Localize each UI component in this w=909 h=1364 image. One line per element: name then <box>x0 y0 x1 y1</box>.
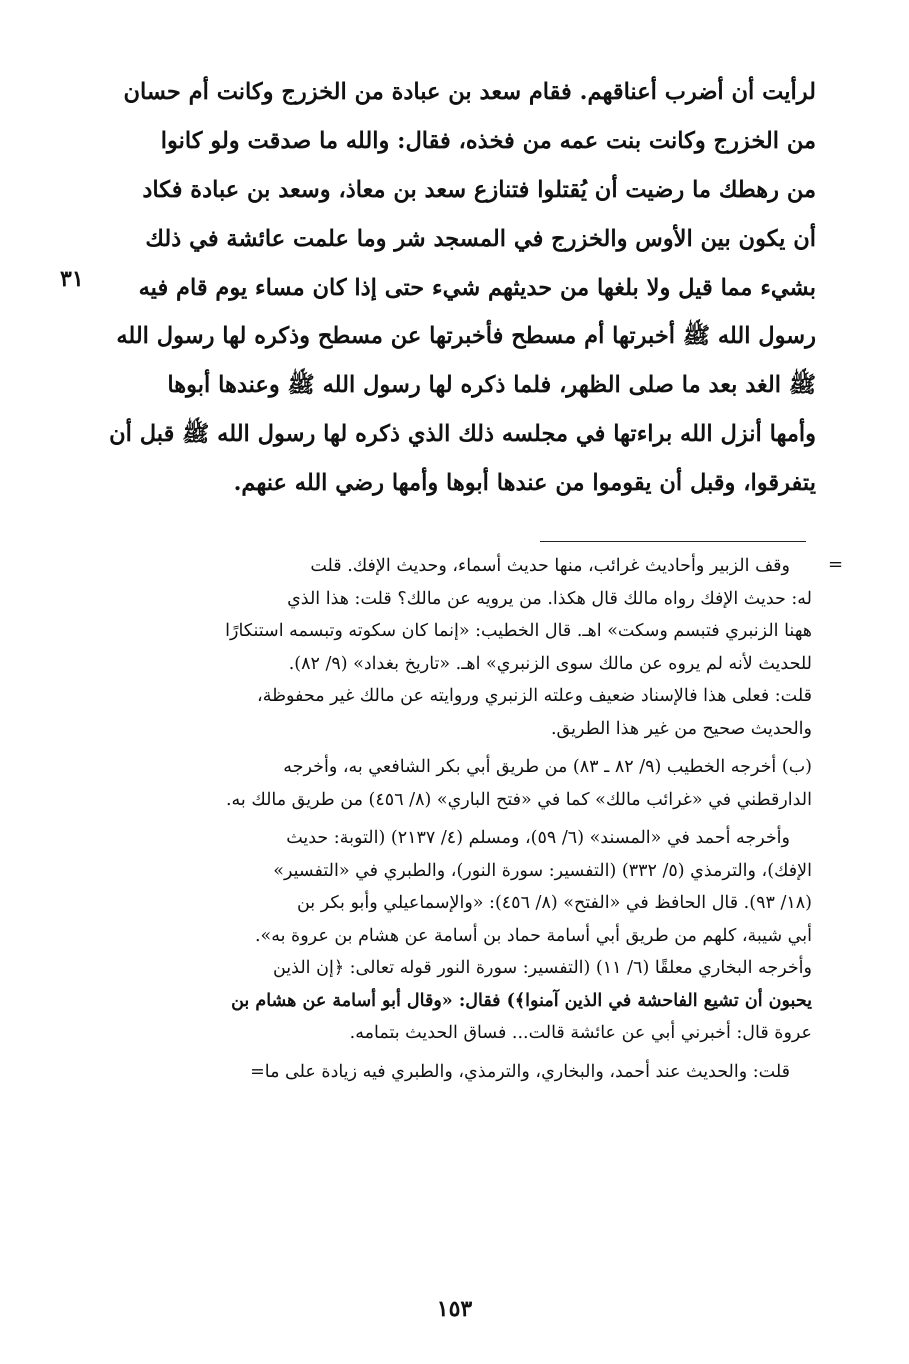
hadith-margin-number: ٣١ <box>60 266 84 292</box>
footnote-line: الإفك)، والترمذي (٥/ ٣٣٢) (التفسير: سورة النور)، والطبري في «التفسير» <box>273 860 812 881</box>
main-text-line: لرأيت أن أضرب أعناقهم. فقام سعد بن عبادة من الخزرج وكانت أم حسان <box>123 79 816 105</box>
footnote-paragraph <box>104 822 812 1050</box>
footnote-line: وقف الزبير وأحاديث غرائب، منها حديث أسماء، وحديث الإفك. قلت <box>310 556 790 576</box>
footnote-line: له: حديث الإفك رواه مالك قال هكذا. من يرويه عن مالك؟ قلت: هذا الذي <box>287 588 812 609</box>
main-text-line: يتفرقوا، وقبل أن يقوموا من عندها أبوها وأمها رضي الله عنهم. <box>233 470 816 497</box>
footnote-line: عروة قال: أخبرني أبي عن عائشة قالت... فساق الحديث بتمامه. <box>349 1023 812 1043</box>
footnote-line: قلت: فعلى هذا فالإسناد ضعيف وعلته الزنبري وروايته عن مالك غير محفوظة، <box>257 686 812 706</box>
footnote-line: والحديث صحيح من غير هذا الطريق. <box>550 718 812 739</box>
footnote-paragraph <box>104 751 812 816</box>
footnote-line: للحديث لأنه لم يروه عن مالك سوى الزنبري» اهـ. «تاريخ بغداد» (٩/ ٨٢). <box>288 653 812 674</box>
main-text-line: بشيء مما قيل ولا بلغها من حديثهم شيء حتى إذا كان مساء يوم قام فيه <box>138 274 816 301</box>
footnote-line: يحبون أن تشيع الفاحشة في الذين آمنوا﴾) فقال: «وقال أبو أسامة عن هشام بن <box>231 990 812 1011</box>
footnote-line: (١٨/ ٩٣). قال الحافظ في «الفتح» (٨/ ٤٥٦): «والإسماعيلي وأبو بكر بن <box>296 893 812 913</box>
page-number: ١٥٣ <box>436 1296 473 1322</box>
main-text-line: وأمها أنزل الله براءتها في مجلسه ذلك الذي ذكره لها رسول الله ﷺ قبل أن <box>109 421 816 448</box>
footnotes <box>104 550 812 1094</box>
main-text-line: رسول الله ﷺ أخبرتها أم مسطح فأخبرتها عن مسطح وذكره لها رسول الله <box>116 323 816 350</box>
footnote-line: (ب) أخرجه الخطيب (٩/ ٨٢ ـ ٨٣) من طريق أبي بكر الشافعي به، وأخرجه <box>283 757 812 777</box>
footnote-separator <box>540 541 806 542</box>
main-text-line: ﷺ الغد بعد ما صلى الظهر، فلما ذكره لها رسول الله ﷺ وعندها أبوها <box>167 372 816 399</box>
main-text-line: أن يكون بين الأوس والخزرج في المسجد شر وما علمت عائشة في ذلك <box>145 225 816 252</box>
footnote-line: وأخرجه البخاري معلقًا (٦/ ١١) (التفسير: سورة النور قوله تعالى: ﴿إن الذين <box>272 958 812 978</box>
footnote-continuation-marker: = <box>828 554 844 575</box>
footnote-line: الدارقطني في «غرائب مالك» كما في «فتح الباري» (٨/ ٤٥٦) من طريق مالك به. <box>225 789 812 810</box>
main-text-line: من رهطك ما رضيت أن يُقتلوا فتنازع سعد بن معاذ، وسعد بن عبادة فكاد <box>142 176 816 203</box>
footnote-line: وأخرجه أحمد في «المسند» (٦/ ٥٩)، ومسلم (٤/ ٢١٣٧) (التوبة: حديث <box>286 828 790 848</box>
main-text-line: من الخزرج وكانت بنت عمه من فخذه، فقال: والله ما صدقت ولو كانوا <box>160 127 816 154</box>
footnote-line: ههنا الزنبري فتبسم وسكت» اهـ. قال الخطيب: «إنما كان سكوته وتبسمه استنكارًا <box>225 621 812 641</box>
footnote-line: أبي شيبة، كلهم من طريق أبي أسامة حماد بن أسامة عن هشام بن عروة به». <box>254 925 812 946</box>
footnote-paragraph <box>104 1056 812 1089</box>
footnote-paragraph <box>104 550 812 745</box>
footnote-line: قلت: والحديث عند أحمد، والبخاري، والترمذي، والطبري فيه زيادة على ما= <box>250 1061 790 1082</box>
main-text <box>104 68 816 508</box>
